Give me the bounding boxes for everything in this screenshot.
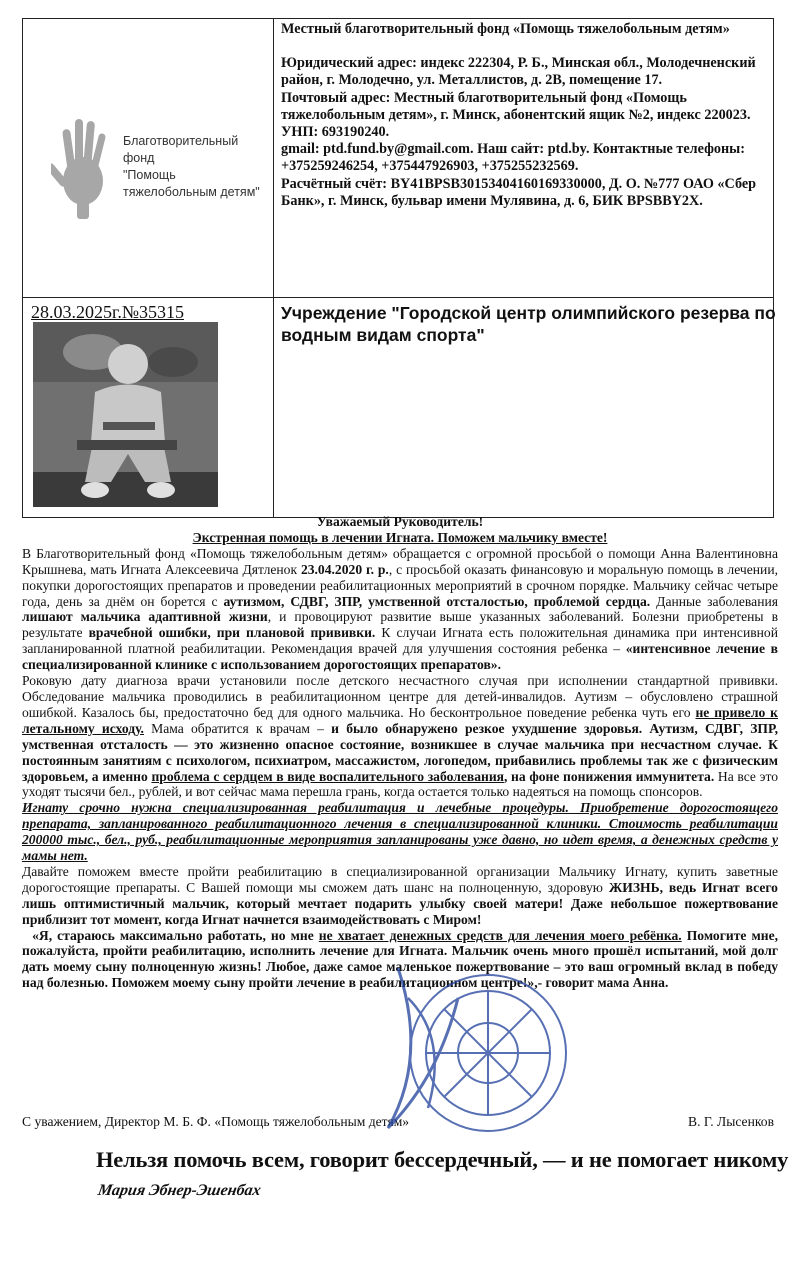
headline: Экстренная помощь в лечении Игната. Поможем мальчику вместе! (192, 529, 608, 545)
foundation-stamp (368, 938, 578, 1148)
greeting: Уважаемый Руководитель! (316, 514, 484, 529)
paragraph-2: Роковую дату диагноза врачи установили после детского несчастного случая при исполнении стандартной прививки. Обследование мальчика проводились в реабилитационном центре для детей-инвалидов. Аутизм – обусловлено страшной ошибкой. Казалось бы, предостаточно бед для одного мальчика. Но бесконтрольное поведение ребенка чуть его не привело к летальному исходу. Мама обратится к врачам – и было обнаружено резкое ухудшение здоровья. Аутизм, СДВГ, ЗПР, умственная отсталость — это жизненно опасное состояние, возникшее в случае мальчика при несчастном случае. К постоянным занятиям с психологом, психиатром, массажистом, логопедом, прибавились проблемы так же с физическим здоровьем, а именно проблема с сердцем в виде воспалительного заболевания, на фоне понижения иммунитета. На все это уходят тысячи бел., рублей, и вот сейчас мама перешла грань, когда остается только надеяться на помощь спонсоров. (22, 673, 778, 800)
paragraph-4: Давайте поможем вместе пройти реабилитацию в специализированной организации Мальчику Игнату, купить заветные дорогостоящие препараты. С Вашей помощи мы сможем дать шанс на полноценную, здоровую ЖИЗНЬ, ведь Игнат всего лишь оптимистичный мальчик, который мечтает подарить улыбку своей матери! Даже небольшое пожертвование приблизит тот момент, когда Игнат начнется взаимодействовать с Миром! (22, 863, 778, 927)
child-photo (33, 322, 218, 507)
quote-author: Мария Эбнер-Эшенбах (96, 1182, 263, 1199)
org-legal-address: Юридический адрес: индекс 222304, Р. Б., Минская обл., Молодечненский район, г. Молодечно, ул. Металлистов, д. 2В, помещение 17. (281, 55, 756, 89)
signature-left: С уважением, Директор М. Б. Ф. «Помощь тяжелобольным детям» (22, 1114, 410, 1129)
org-name: Местный благотворительный фонд «Помощь тяжелобольным детям» (281, 21, 730, 37)
org-unp: УНП: 693190240. (281, 124, 390, 141)
foundation-logo (51, 111, 261, 221)
logo-text-line2: "Помощь (123, 168, 176, 182)
signature-right: В. Г. Лысенков (688, 1114, 774, 1129)
organization-details (281, 21, 791, 210)
hand-print-icon (51, 111, 115, 221)
org-contacts: gmail: ptd.fund.by@gmail.com. Наш сайт: ptd.by. Контактные телефоны: +375259246254, +375447926903, +375255232569. (281, 141, 745, 175)
org-bank-account: Расчётный счёт: BY41BPSB30153404160169330000, Д. О. №777 ОАО «Сбер Банк», г. Минск, бульвар имени Мулявина, д. 6, БИК BPSBBY2X. (281, 175, 757, 209)
paragraph-5: «Я, стараюсь максимально работать, но мне не хватает денежных средств для лечения моего ребёнка. Помогите мне, пожалуйста, пройти реабилитацию, исполнить лечение для Игната. Мальчик очень много прошёл испытаний, мой долг дать моему сыну полноценную жизнь! Любое, даже самое маленькое пожертвование – это ваш огромный вклад в победу над болезнью. Поможем моему сыну пройти лечение в реабилитационном центре!»,- говорит мама Анна. (22, 927, 779, 991)
table-divider-horizontal (23, 297, 773, 298)
recipient-institution: Учреждение "Городской центр олимпийского резерва по водным видам спорта" (281, 303, 776, 345)
paragraph-3: Игнату срочно нужна специализированная реабилитация и лечебные процедуры. Приобретение дорогостоящего препарата, запланированного реабилитационного лечения в специализированной клиники. Стоимость реабилитации 200000 тыс., бел., руб., реабилитационные мероприятия запланированы уже давно, но идет время, а денежных средств у мамы нет. (22, 800, 778, 864)
letter-date-number: 28.03.2025г.№35315 (31, 302, 185, 322)
org-postal-address: Почтовый адрес: Местный благотворительный фонд «Помощь тяжелобольным детям», г. Минск, абонентский ящик №2, индекс 220023. (281, 89, 751, 123)
closing-quote: Нельзя помочь всем, говорит бессердечный, — и не помогает никому (96, 1147, 789, 1172)
logo-text-line3: тяжелобольным детям" (123, 185, 260, 199)
paragraph-1: В Благотворительный фонд «Помощь тяжелобольным детям» обращается с огромной просьбой о помощи Анна Валентиновна Крышнева, мать Игната Алексеевича Дятленок 23.04.2020 г. р., с просьбой оказать финансовую и моральную помощь в лечении, покупки дорогостоящих препаратов и проведении реабилитационных мероприятий в срочном порядке. Мальчику сейчас четыре года, день за днём он борется с аутизмом, СДВГ, ЗПР, умственной отсталостью, проблемой сердца. Данные заболевания лишают мальчика адаптивной жизни, и провоцируют развитие выше указанных заболеваний. Болезни приобретены в результате врачебной ошибки, при плановой прививки. К случаи Игната есть положительная динамика при интенсивной запланированной платной реабилитации. Рекомендация врачей для улучшения состояния ребенка – «интенсивное лечение в специализированной клинике с использованием дорогостоящих препаратов». (22, 545, 779, 673)
table-divider-vertical (273, 19, 274, 517)
letterhead-table (22, 18, 774, 518)
logo-text-line1: Благотворительный фонд (123, 134, 239, 165)
letter-body (22, 514, 778, 991)
